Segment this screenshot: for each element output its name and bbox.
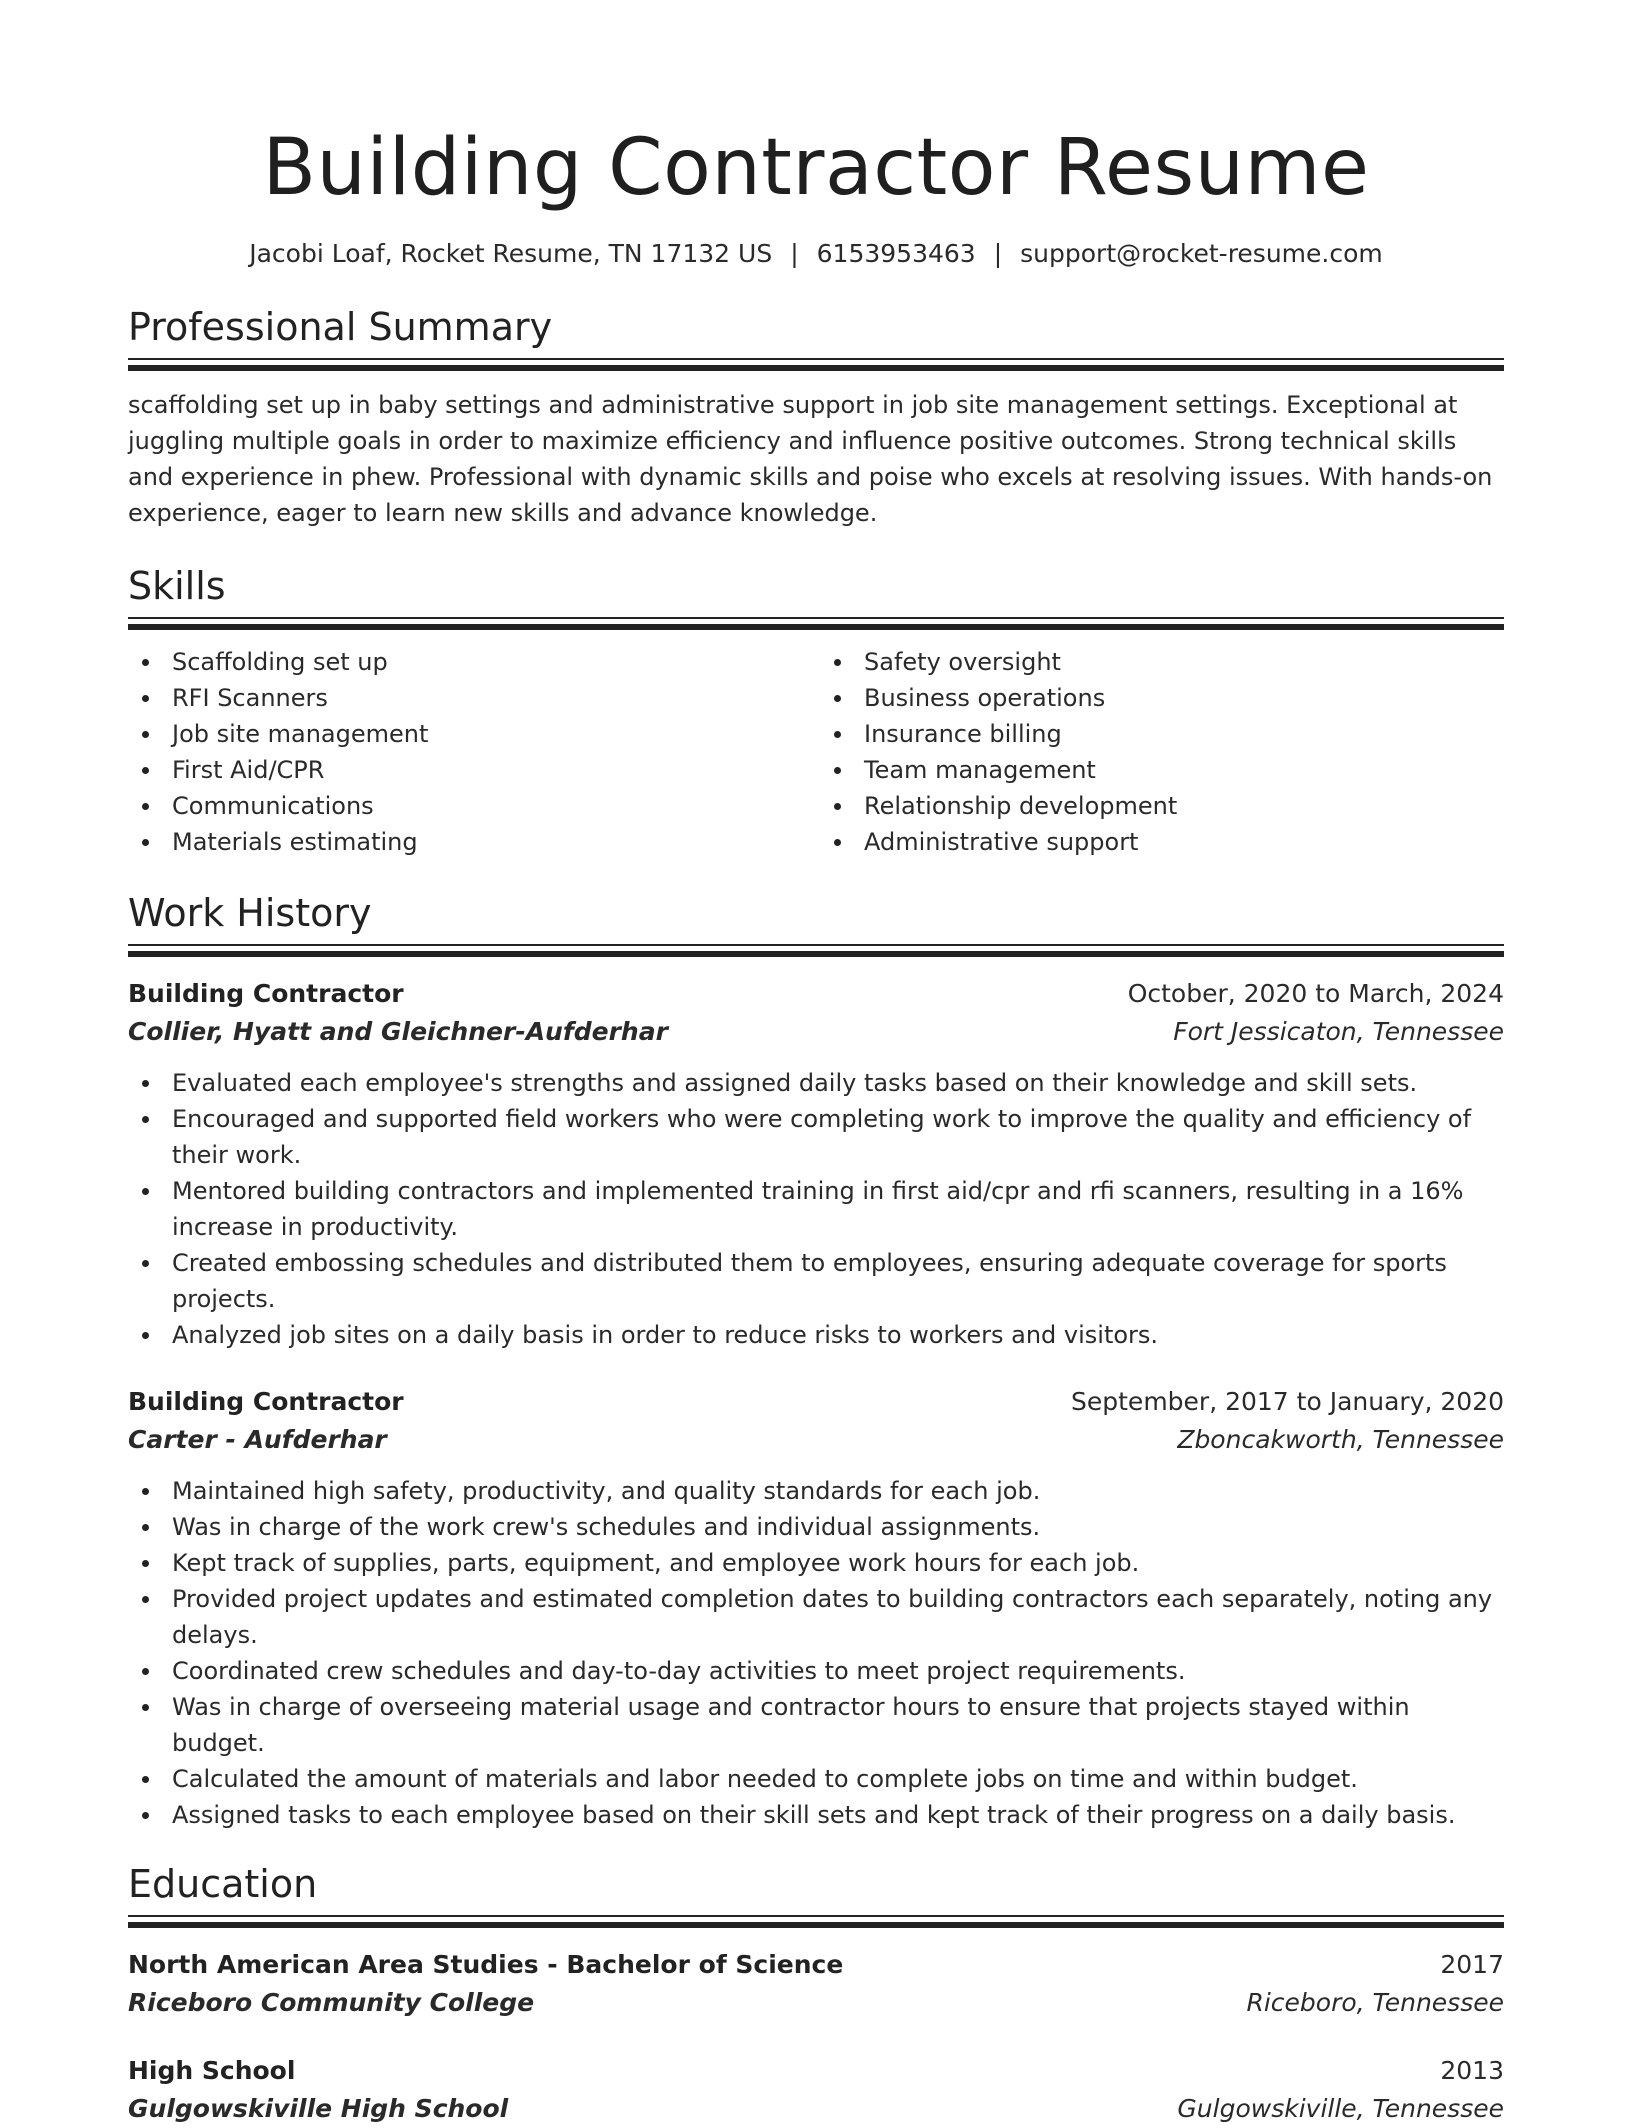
job-bullet: Analyzed job sites on a daily basis in order to reduce risks to workers and visitors.: [128, 1317, 1504, 1353]
job-bullet: Provided project updates and estimated completion dates to building contractors each separately, noting any delays.: [128, 1581, 1504, 1653]
education-school: Gulgowskiville High School: [128, 2094, 509, 2123]
section-heading: Education: [128, 1862, 318, 1906]
skill-item: First Aid/CPR: [128, 752, 812, 788]
job-bullet: Created embossing schedules and distributed them to employees, ensuring adequate coverage for sports projects.: [128, 1245, 1504, 1317]
skill-item: Administrative support: [820, 824, 1504, 860]
education-location: Riceboro, Tennessee: [1246, 1988, 1504, 2017]
education-header: [128, 2052, 1504, 2090]
skills-section: [128, 561, 1504, 860]
contact-email: support@rocket-resume.com: [1020, 239, 1383, 268]
section-divider-thick: [128, 365, 1504, 371]
job-bullet: Encouraged and supported field workers who were completing work to improve the quality and efficiency of their work.: [128, 1101, 1504, 1173]
skills-column-right: [812, 644, 1504, 860]
job-entry: [128, 1383, 1504, 1833]
skill-item: Business operations: [820, 680, 1504, 716]
resume-title: Building Contractor Resume: [262, 123, 1370, 213]
education-subheader: [128, 2090, 1504, 2128]
education-degree: North American Area Studies - Bachelor of Science: [128, 1950, 844, 1979]
section-divider-thick: [128, 1922, 1504, 1928]
education-header: [128, 1946, 1504, 1984]
job-header: [128, 975, 1504, 1013]
job-header: [128, 1383, 1504, 1421]
job-subheader: [128, 1421, 1504, 1459]
section-divider: [128, 1915, 1504, 1917]
resume-page: [128, 0, 1504, 2128]
contact-separator: |: [993, 239, 1003, 268]
skill-item: Relationship development: [820, 788, 1504, 824]
education-year: 2017: [1440, 1950, 1504, 1979]
education-entry: [128, 2052, 1504, 2128]
job-bullets: [128, 1473, 1504, 1833]
section-divider: [128, 358, 1504, 360]
education-section: [128, 1859, 1504, 2128]
skills-column-left: [128, 644, 812, 860]
work-history-section: [128, 888, 1504, 1833]
skills-list: [128, 644, 1504, 860]
job-dates: September, 2017 to January, 2020: [1071, 1387, 1504, 1416]
job-company: Carter - Aufderhar: [128, 1425, 387, 1454]
education-entry: [128, 1946, 1504, 2022]
summary-text: scaffolding set up in baby settings and administrative support in job site management settings. Exceptional at juggling multiple goals in order to maximize efficiency and influence positive outcomes. Strong technical skills and experience in phew. Professional with dynamic skills and poise who excels at resolving issues. With hands-on experience, eager to learn new skills and advance knowledge.: [128, 391, 1493, 527]
skill-item: Safety oversight: [820, 644, 1504, 680]
job-bullet: Was in charge of the work crew's schedules and individual assignments.: [128, 1509, 1504, 1545]
section-heading: Work History: [128, 891, 372, 935]
skill-item: RFI Scanners: [128, 680, 812, 716]
education-year: 2013: [1440, 2056, 1504, 2085]
job-title: Building Contractor: [128, 1387, 404, 1416]
skill-item: Job site management: [128, 716, 812, 752]
job-dates: October, 2020 to March, 2024: [1127, 979, 1504, 1008]
section-divider: [128, 617, 1504, 619]
job-location: Fort Jessicaton, Tennessee: [1173, 1017, 1504, 1046]
education-school: Riceboro Community College: [128, 1988, 535, 2017]
contact-address: Jacobi Loaf, Rocket Resume, TN 17132 US: [249, 239, 773, 268]
contact-separator: |: [790, 239, 799, 268]
contact-line: [128, 236, 1504, 272]
section-divider: [128, 944, 1504, 946]
job-bullet: Assigned tasks to each employee based on their skill sets and kept track of their progress on a daily basis.: [128, 1797, 1504, 1833]
section-heading: Professional Summary: [128, 305, 553, 349]
section-divider-thick: [128, 951, 1504, 957]
contact-phone: 6153953463: [816, 239, 976, 268]
job-bullet: Mentored building contractors and implemented training in first aid/cpr and rfi scanners, resulting in a 16% increase in productivity.: [128, 1173, 1504, 1245]
job-bullet: Kept track of supplies, parts, equipment, and employee work hours for each job.: [128, 1545, 1504, 1581]
skill-item: Insurance billing: [820, 716, 1504, 752]
skill-item: Communications: [128, 788, 812, 824]
job-bullet: Calculated the amount of materials and labor needed to complete jobs on time and within budget.: [128, 1761, 1504, 1797]
job-bullet: Coordinated crew schedules and day-to-day activities to meet project requirements.: [128, 1653, 1504, 1689]
job-company: Collier, Hyatt and Gleichner-Aufderhar: [128, 1017, 668, 1046]
section-heading: Skills: [128, 564, 226, 608]
section-divider-thick: [128, 624, 1504, 630]
job-bullet: Evaluated each employee's strengths and assigned daily tasks based on their knowledge and skill sets.: [128, 1065, 1504, 1101]
skill-item: Scaffolding set up: [128, 644, 812, 680]
job-location: Zboncakworth, Tennessee: [1177, 1425, 1504, 1454]
job-bullet: Was in charge of overseeing material usage and contractor hours to ensure that projects stayed within budget.: [128, 1689, 1504, 1761]
job-bullet: Maintained high safety, productivity, and quality standards for each job.: [128, 1473, 1504, 1509]
summary-section: [128, 302, 1504, 531]
education-degree: High School: [128, 2056, 296, 2085]
education-location: Gulgowskiville, Tennessee: [1177, 2094, 1504, 2123]
job-title: Building Contractor: [128, 979, 404, 1008]
job-bullets: [128, 1065, 1504, 1353]
skill-item: Team management: [820, 752, 1504, 788]
job-entry: [128, 975, 1504, 1353]
skill-item: Materials estimating: [128, 824, 812, 860]
education-subheader: [128, 1984, 1504, 2022]
job-subheader: [128, 1013, 1504, 1051]
